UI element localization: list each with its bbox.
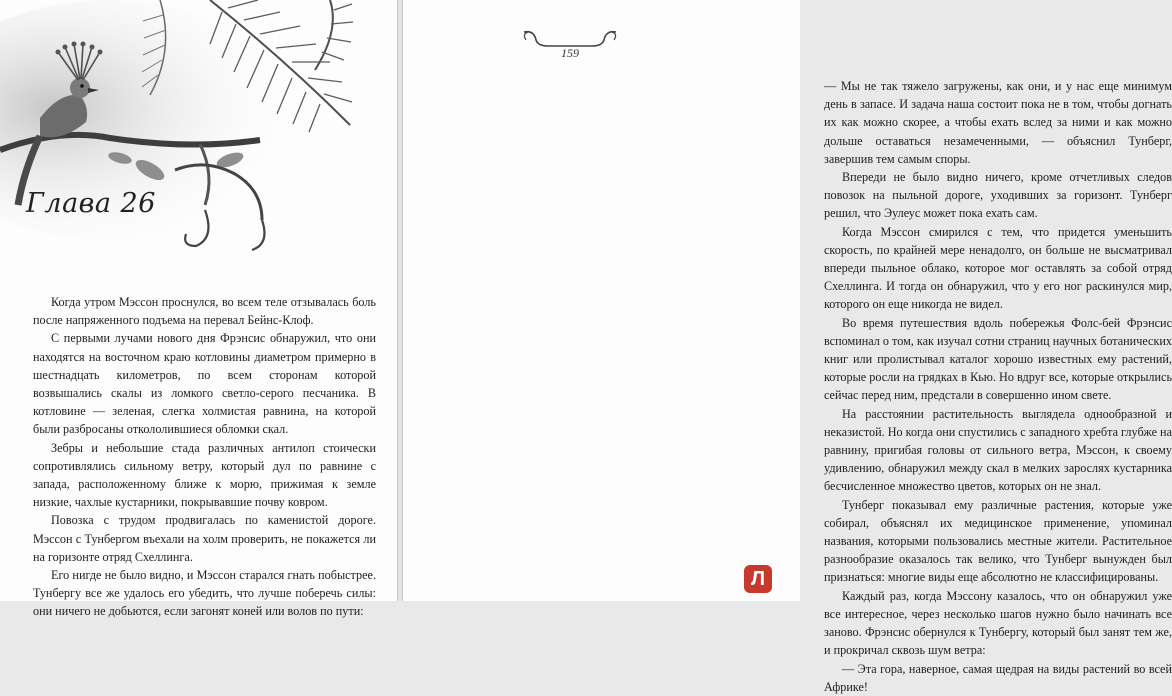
right-paragraph: Тунберг показывал ему различные растения, которые уже собирал, объяснял их медицинское применение, упоминал названия, которыми пользовались местные жители. Растительное разнообразие оказалось так велико, что Тунберг вынужден был признаться: многие виды еще абсолютно не классифицированы. bbox=[824, 497, 1172, 585]
right-paragraph: Каждый раз, когда Мэссону казалось, что он обнаружил уже все интересное, через несколько шагов нужно было начинать все заново. Фрэнсис обернулся к Тунбергу, который был занят тем же, и прокричал сквозь шум ветра: bbox=[824, 588, 1172, 658]
left-paragraph: Его нигде не было видно, и Мэссон старался гнать побыстрее. Тунбергу все же удалось его убедить, что лучше поберечь силы: они ничего не добьются, если загонят коней или волов по пути: bbox=[33, 568, 376, 619]
right-paragraph: Во время путешествия вдоль побережья Фолс-бей Фрэнсис вспоминал о том, как изучал сотни страниц научных ботанических книг или пролистывал каталог хорошо известных ему растений, которые росли на грядках в Кью. Но вдруг все, которые открылись сейчас перед ним, предстали в совершенно ином свете. bbox=[824, 315, 1172, 403]
right-paragraph: — Мы не так тяжело загружены, как они, и у нас еще минимум день в запасе. И задача наша состоит пока не в том, чтобы догнать их как можно скорее, а чтобы ехать вслед за ними и как можно дольше оставаться незамеченными, — объяснил Тунберг, завершив тем самым споры. bbox=[824, 79, 1172, 166]
page-number: 159 bbox=[561, 46, 579, 60]
right-page bbox=[403, 0, 1172, 694]
right-paragraph: На расстоянии растительность выглядела однообразной и неказистой. Но когда они спустились с западного хребта глубже на равнину, пригибая головы от сильного ветра, Мэссон, к своему удивлению, обнаружил между скал в мелких зарослях кустарника бесчисленное множество цветов, которых он не знал. bbox=[824, 406, 1172, 494]
tropical-bird-illustration bbox=[0, 0, 397, 260]
publisher-logo-icon: Л bbox=[744, 565, 772, 593]
left-paragraph: Зебры и небольшие стада различных антилоп стоически сопротивлялись сильному ветру, который дул по равнине с запада, расположенному ближе к морю, прижимая к земле низкие, чахлые кустарники, покрывавшие почву ковром. bbox=[33, 440, 376, 510]
chapter-title: Глава 26 bbox=[26, 188, 156, 219]
page-number-ornament bbox=[520, 28, 620, 58]
left-paragraph: Когда утром Мэссон проснулся, во всем теле отзывалась боль после напряженного подъема на перевал Бейнс-Клоф. bbox=[33, 295, 376, 328]
right-page-text bbox=[824, 77, 1172, 696]
right-paragraph: Впереди не было видно ничего, кроме отчетливых следов повозок на пыльной дороге, уходивших за горизонт. Тунберг решил, что Эулеус может пока ехать сам. bbox=[824, 170, 1172, 221]
left-paragraph: Повозка с трудом продвигалась по каменистой дороге. Мэссон с Тунбергом въехали на холм проверить, не покажется ли на горизонте отряд Схеллинга. bbox=[33, 513, 376, 564]
left-page bbox=[0, 0, 397, 619]
left-paragraph: С первыми лучами нового дня Фрэнсис обнаружил, что они находятся на восточном краю котловины диаметром примерно в шестнадцать километров, по всем сторонам которой возвышались скалы из ломкого светло-серого песчаника. В котловине — зеленая, слегка холмистая равнина, на которой были разбросаны откололившиеся обломки скал. bbox=[33, 331, 376, 437]
left-page-text bbox=[33, 293, 376, 621]
right-paragraph: Когда Мэссон смирился с тем, что придется уменьшить скорость, по крайней мере ненадолго, он больше не высматривал впереди пыльное облако, которое мог оставлять за собой отряд Схеллинга. И тогда он обнаружил, что у его ног раскинулся мир, которого он еще никогда не видел. bbox=[824, 224, 1172, 312]
right-paragraph: — Эта гора, наверное, самая щедрая на виды растений во всей Африке! bbox=[824, 661, 1172, 694]
